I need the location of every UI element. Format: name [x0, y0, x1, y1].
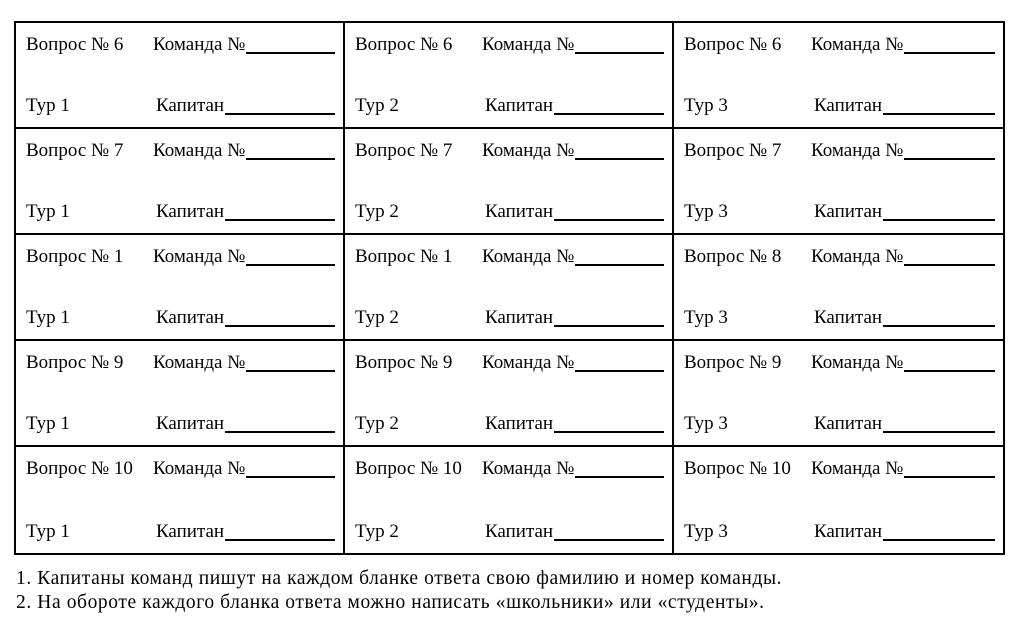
- captain-label: Капитан: [156, 307, 225, 328]
- question-number: Вопрос № 1: [355, 246, 453, 267]
- captain-blank: [225, 523, 335, 541]
- question-number: Вопрос № 8: [684, 246, 782, 267]
- card-header-line: [26, 35, 335, 54]
- team-number-blank: [575, 142, 664, 160]
- team-number-blank: [904, 248, 995, 266]
- tour-label: Тур 1: [26, 201, 70, 222]
- team-number-label: Команда №: [153, 246, 246, 267]
- answer-card: [16, 447, 345, 553]
- answer-card-grid: [14, 21, 1005, 555]
- captain-blank: [554, 415, 664, 433]
- card-footer-line: [355, 308, 664, 327]
- tour-label: Тур 1: [26, 95, 70, 116]
- card-footer-line: [355, 202, 664, 221]
- captain-blank: [225, 415, 335, 433]
- tour-label: Тур 3: [684, 201, 728, 222]
- answer-card: [674, 129, 1003, 235]
- captain-blank: [883, 415, 995, 433]
- captain-blank: [225, 203, 335, 221]
- captain-blank: [554, 309, 664, 327]
- captain-label: Капитан: [485, 307, 554, 328]
- team-number-blank: [575, 354, 664, 372]
- team-number-label: Команда №: [153, 140, 246, 161]
- card-footer-line: [26, 96, 335, 115]
- answer-card: [345, 447, 674, 553]
- card-footer-line: [26, 414, 335, 433]
- team-number-label: Команда №: [153, 352, 246, 373]
- captain-blank: [883, 203, 995, 221]
- card-header-line: [355, 141, 664, 160]
- question-number: Вопрос № 7: [355, 140, 453, 161]
- card-footer-line: [355, 522, 664, 541]
- card-footer-line: [684, 308, 995, 327]
- card-header-line: [684, 35, 995, 54]
- tour-label: Тур 2: [355, 521, 399, 542]
- captain-label: Капитан: [156, 521, 225, 542]
- card-footer-line: [26, 202, 335, 221]
- team-number-blank: [904, 460, 995, 478]
- card-header-line: [355, 35, 664, 54]
- answer-card: [345, 129, 674, 235]
- question-number: Вопрос № 9: [355, 352, 453, 373]
- captain-label: Капитан: [485, 201, 554, 222]
- card-header-line: [684, 247, 995, 266]
- captain-label: Капитан: [814, 201, 883, 222]
- tour-label: Тур 1: [26, 413, 70, 434]
- answer-card: [345, 235, 674, 341]
- question-number: Вопрос № 1: [26, 246, 124, 267]
- card-header-line: [684, 459, 995, 478]
- instructions: [16, 567, 1016, 615]
- tour-label: Тур 2: [355, 307, 399, 328]
- team-number-label: Команда №: [811, 458, 904, 479]
- team-number-blank: [904, 354, 995, 372]
- captain-label: Капитан: [485, 521, 554, 542]
- answer-card: [16, 23, 345, 129]
- card-footer-line: [26, 308, 335, 327]
- captain-label: Капитан: [485, 95, 554, 116]
- captain-blank: [554, 523, 664, 541]
- tour-label: Тур 3: [684, 521, 728, 542]
- team-number-label: Команда №: [811, 246, 904, 267]
- tour-label: Тур 2: [355, 413, 399, 434]
- question-number: Вопрос № 6: [355, 34, 453, 55]
- tour-label: Тур 1: [26, 521, 70, 542]
- team-number-label: Команда №: [811, 352, 904, 373]
- team-number-blank: [246, 36, 335, 54]
- question-number: Вопрос № 6: [26, 34, 124, 55]
- question-number: Вопрос № 7: [684, 140, 782, 161]
- team-number-label: Команда №: [811, 140, 904, 161]
- answer-card: [16, 235, 345, 341]
- captain-blank: [554, 97, 664, 115]
- team-number-label: Команда №: [482, 352, 575, 373]
- team-number-label: Команда №: [482, 34, 575, 55]
- team-number-blank: [575, 248, 664, 266]
- answer-card: [674, 341, 1003, 447]
- team-number-label: Команда №: [482, 140, 575, 161]
- team-number-blank: [575, 36, 664, 54]
- question-number: Вопрос № 10: [684, 458, 791, 479]
- captain-blank: [225, 97, 335, 115]
- card-header-line: [26, 247, 335, 266]
- answer-card: [16, 341, 345, 447]
- captain-blank: [883, 97, 995, 115]
- card-footer-line: [26, 522, 335, 541]
- captain-label: Капитан: [814, 521, 883, 542]
- card-header-line: [355, 353, 664, 372]
- captain-label: Капитан: [156, 413, 225, 434]
- question-number: Вопрос № 6: [684, 34, 782, 55]
- answer-card: [345, 341, 674, 447]
- captain-blank: [883, 309, 995, 327]
- card-header-line: [355, 247, 664, 266]
- question-number: Вопрос № 9: [684, 352, 782, 373]
- captain-blank: [883, 523, 995, 541]
- team-number-label: Команда №: [811, 34, 904, 55]
- answer-card: [674, 235, 1003, 341]
- card-footer-line: [684, 202, 995, 221]
- card-header-line: [26, 459, 335, 478]
- team-number-blank: [904, 142, 995, 160]
- team-number-blank: [246, 142, 335, 160]
- team-number-label: Команда №: [482, 458, 575, 479]
- team-number-label: Команда №: [153, 458, 246, 479]
- team-number-label: Команда №: [482, 246, 575, 267]
- tour-label: Тур 3: [684, 413, 728, 434]
- team-number-blank: [246, 354, 335, 372]
- team-number-blank: [575, 460, 664, 478]
- question-number: Вопрос № 7: [26, 140, 124, 161]
- card-header-line: [26, 141, 335, 160]
- team-number-blank: [904, 36, 995, 54]
- tour-label: Тур 2: [355, 201, 399, 222]
- captain-blank: [225, 309, 335, 327]
- card-header-line: [684, 353, 995, 372]
- question-number: Вопрос № 9: [26, 352, 124, 373]
- answer-card: [674, 23, 1003, 129]
- tour-label: Тур 3: [684, 95, 728, 116]
- tour-label: Тур 2: [355, 95, 399, 116]
- card-footer-line: [355, 96, 664, 115]
- card-footer-line: [684, 96, 995, 115]
- tour-label: Тур 3: [684, 307, 728, 328]
- question-number: Вопрос № 10: [26, 458, 133, 479]
- instruction-line: 2. На обороте каждого бланка ответа можно написать «школьники» или «студенты».: [16, 592, 765, 613]
- captain-label: Капитан: [814, 307, 883, 328]
- card-footer-line: [684, 522, 995, 541]
- team-number-label: Команда №: [153, 34, 246, 55]
- captain-label: Капитан: [485, 413, 554, 434]
- team-number-blank: [246, 248, 335, 266]
- captain-label: Капитан: [814, 95, 883, 116]
- question-number: Вопрос № 10: [355, 458, 462, 479]
- card-header-line: [26, 353, 335, 372]
- card-header-line: [355, 459, 664, 478]
- tour-label: Тур 1: [26, 307, 70, 328]
- captain-label: Капитан: [814, 413, 883, 434]
- card-footer-line: [684, 414, 995, 433]
- card-header-line: [684, 141, 995, 160]
- answer-card: [16, 129, 345, 235]
- captain-blank: [554, 203, 664, 221]
- captain-label: Капитан: [156, 95, 225, 116]
- instruction-line: 1. Капитаны команд пишут на каждом бланке ответа свою фамилию и номер команды.: [16, 568, 783, 589]
- team-number-blank: [246, 460, 335, 478]
- card-footer-line: [355, 414, 664, 433]
- answer-card: [674, 447, 1003, 553]
- answer-card: [345, 23, 674, 129]
- captain-label: Капитан: [156, 201, 225, 222]
